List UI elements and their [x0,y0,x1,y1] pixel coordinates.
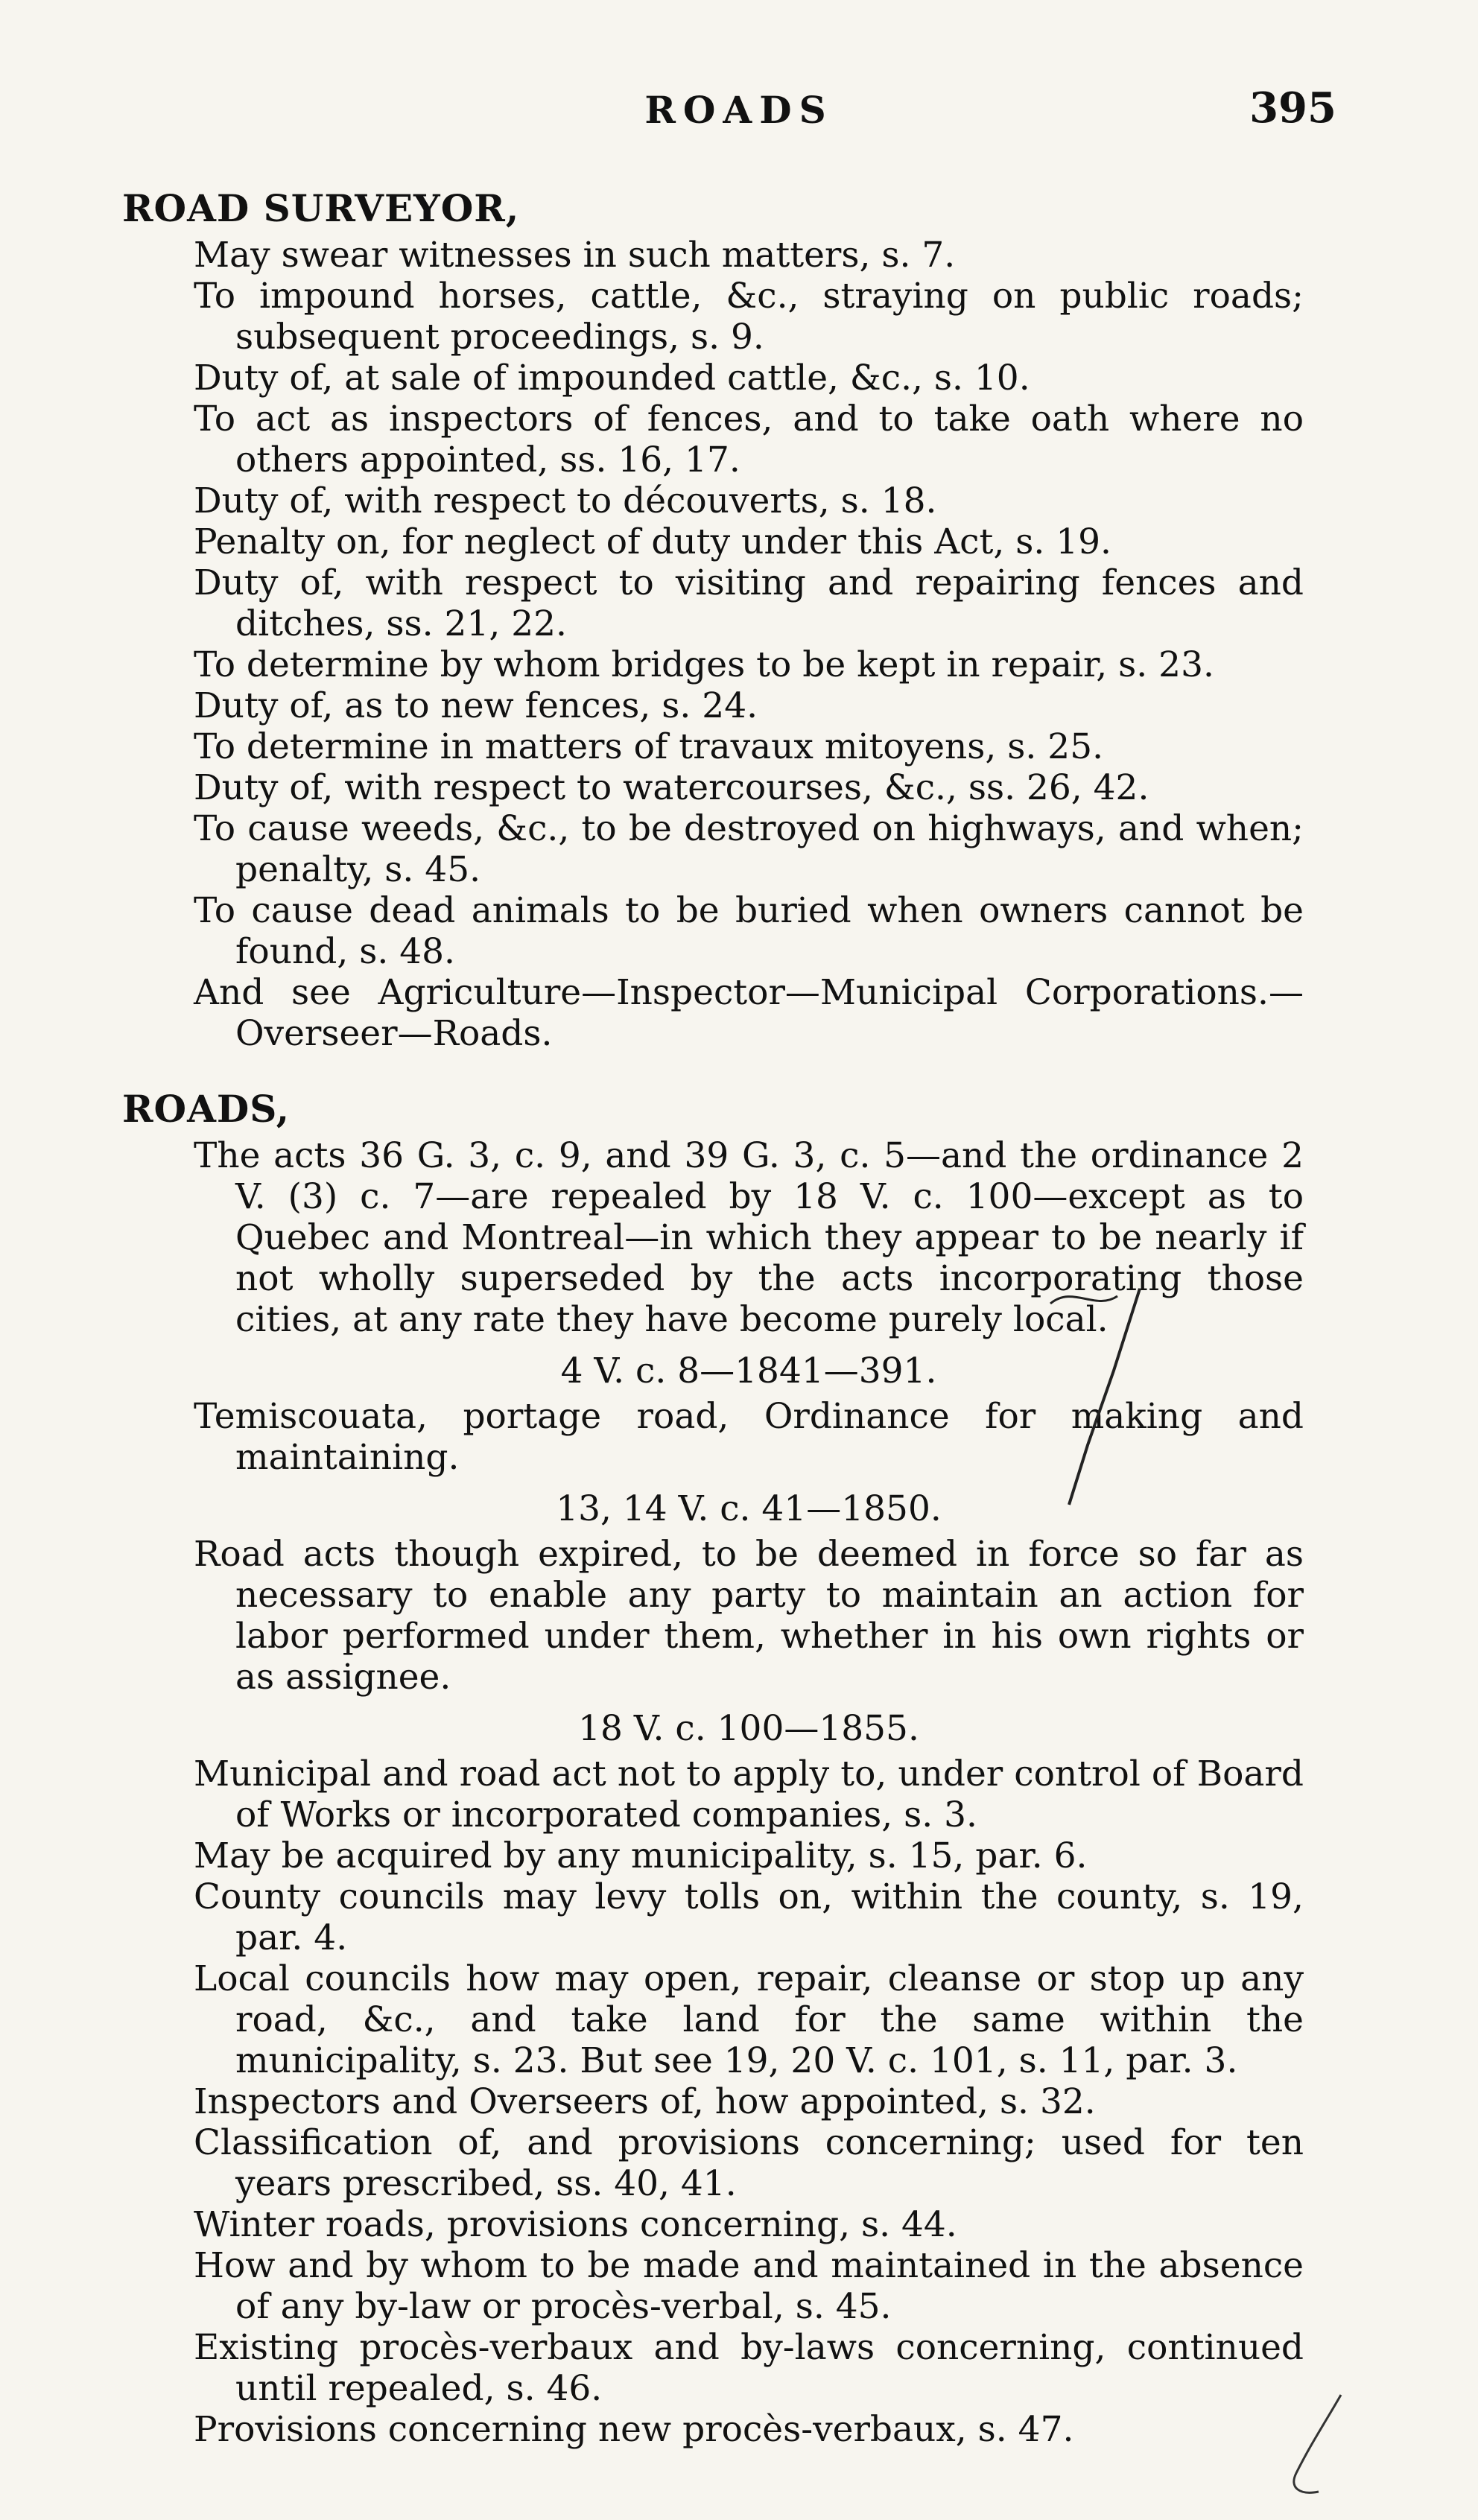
index-entry: Municipal and road act not to apply to, under control of Board of Works or incorporated companies, s. 3. [194,1753,1304,1835]
index-entry: Local councils how may open, repair, cleanse or stop up any road, &c., and take land for the same within the municipality, s. 23. But see 19, 20 V. c. 101, s. 11, par. 3. [194,1958,1304,2081]
index-entry: Inspectors and Overseers of, how appointed, s. 32. [194,2081,1096,2122]
index-entry: Classification of, and provisions concerning; used for ten years prescribed, ss. 40, 41. [194,2122,1304,2204]
index-entry: To cause weeds, &c., to be destroyed on highways, and when; penalty, s. 45. [194,808,1304,890]
index-entry: May be acquired by any municipality, s. 15, par. 6. [194,1835,1088,1876]
index-entry: Temiscouata, portage road, Ordinance for making and maintaining. [194,1396,1304,1478]
index-entry: How and by whom to be made and maintained in the absence of any by-law or procès-verbal, s. 45. [194,2245,1304,2327]
index-entry: Duty of, with respect to découverts, s. 18. [194,480,937,521]
index-entry: To act as inspectors of fences, and to take oath where no others appointed, ss. 16, 17. [194,399,1304,480]
section-heading-road-surveyor: ROAD SURVEYOR, [122,186,520,230]
index-entry: Provisions concerning new procès-verbaux, s. 47. [194,2409,1074,2450]
index-entry: Winter roads, provisions concerning, s. 44. [194,2204,957,2245]
repeal-note: The acts 36 G. 3, c. 9, and 39 G. 3, c. 5—and the ordinance 2 V. (3) c. 7—are repealed by 18 V. c. 100—except as to Quebec and Montreal—in which they appear to be nearly if not wholly superseded by the acts incorporating those cities, at any rate they have become purely local. [194,1135,1304,1340]
index-entry: To cause dead animals to be buried when owners cannot be found, s. 48. [194,890,1304,972]
page-number: 395 [1249,83,1336,133]
index-entry: To determine in matters of travaux mitoyens, s. 25. [194,726,1104,767]
index-entry: May swear witnesses in such matters, s. 7. [194,235,956,276]
index-entry: Duty of, as to new fences, s. 24. [194,685,758,726]
running-title: ROADS [644,88,834,132]
index-entry: County councils may levy tolls on, within the county, s. 19, par. 4. [194,1876,1304,1958]
index-entry: Duty of, with respect to visiting and repairing fences and ditches, ss. 21, 22. [194,562,1304,644]
index-entry: To determine by whom bridges to be kept in repair, s. 23. [194,644,1214,685]
index-entry: Road acts though expired, to be deemed in force so far as necessary to enable any party to maintain an action for labor performed under them, whether in his own rights or as assignee. [194,1534,1304,1698]
index-entry: Penalty on, for neglect of duty under this Act, s. 19. [194,521,1111,562]
index-entry: Existing procès-verbaux and by-laws concerning, continued until repealed, s. 46. [194,2327,1304,2409]
section-heading-roads: ROADS, [122,1087,290,1131]
statute-citation: 4 V. c. 8—1841—391. [560,1351,937,1391]
index-entry: To impound horses, cattle, &c., straying on public roads; subsequent proceedings, s. 9. [194,276,1304,358]
statute-citation: 18 V. c. 100—1855. [578,1708,919,1749]
cross-reference: And see Agriculture—Inspector—Municipal Corporations.—Overseer—Roads. [194,972,1304,1054]
statute-citation: 13, 14 V. c. 41—1850. [556,1488,942,1529]
ink-flourish-mark [1274,2391,1363,2503]
index-entry: Duty of, with respect to watercourses, &c., ss. 26, 42. [194,767,1149,808]
index-entry: Duty of, at sale of impounded cattle, &c., s. 10. [194,358,1030,399]
pen-stroke-annotation [1043,1281,1170,1520]
